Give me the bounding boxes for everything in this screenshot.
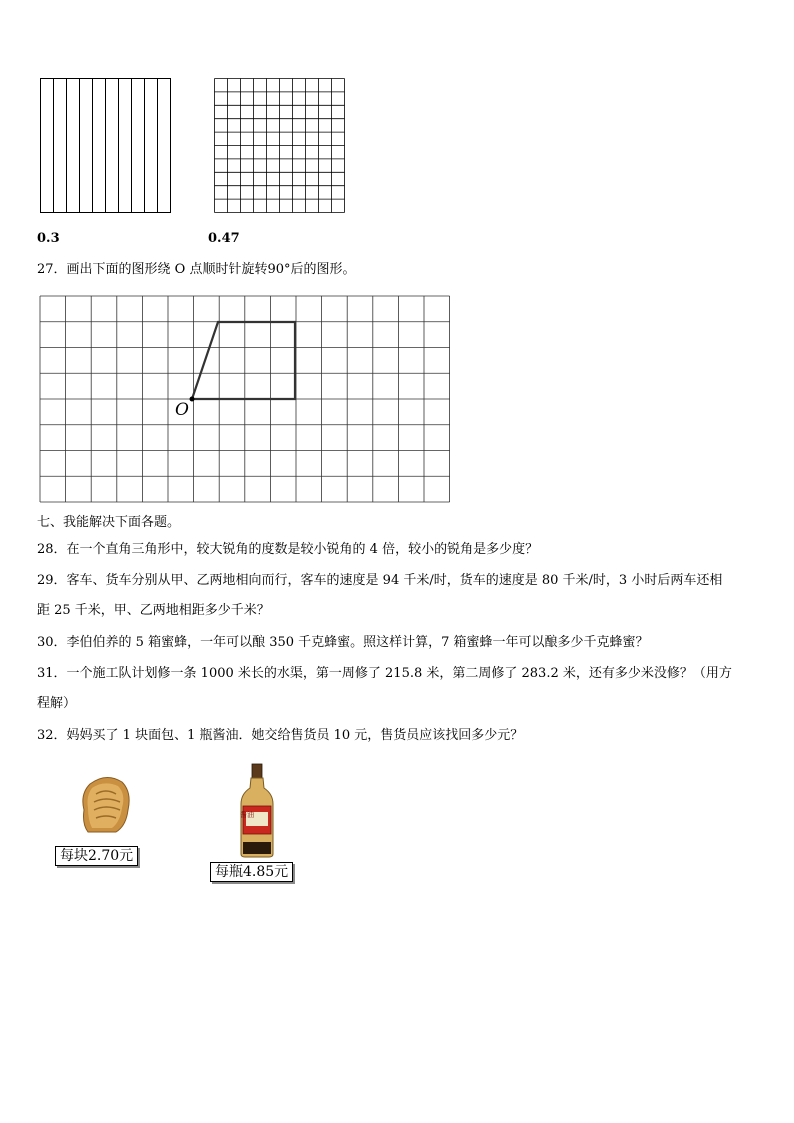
point-o bbox=[190, 397, 195, 402]
bread-price-label: 每块2.70元 bbox=[55, 846, 138, 866]
question-29-line1: 29．客车、货车分别从甲、乙两地相向而行，客车的速度是 94 千米/时，货车的速度是 80 千米/时，3 小时后两车还相 bbox=[37, 573, 723, 588]
question-28: 28．在一个直角三角形中，较大锐角的度数是较小锐角的 4 倍，较小的锐角是多少度？ bbox=[37, 542, 539, 557]
tenths-strip-figure bbox=[40, 78, 172, 214]
soy-price-label: 每瓶4.85元 bbox=[210, 862, 293, 882]
section-7-title: 七、我能解决下面各题。 bbox=[37, 515, 181, 530]
question-32: 32．妈妈买了 1 块面包、1 瓶酱油．她交给售货员 10 元，售货员应该找回多少元？ bbox=[37, 728, 524, 743]
rotation-grid bbox=[39, 295, 449, 503]
question-27: 27．画出下面的图形绕 O 点顺时针旋转90°后的图形。 bbox=[37, 262, 356, 277]
question-31-line1: 31．一个施工队计划修一条 1000 米长的水渠，第一周修了 215.8 米，第二周修了 283.2 米，还有多少米没修？（用方 bbox=[37, 666, 732, 681]
question-31-line2: 程解） bbox=[37, 696, 77, 711]
bread-image bbox=[76, 774, 136, 836]
hundredths-grid-figure bbox=[214, 78, 346, 214]
soy-sauce-bottle-image bbox=[237, 762, 277, 858]
grid-label: 0.47 bbox=[208, 231, 240, 246]
trapezoid-shape bbox=[192, 322, 295, 399]
bottle-label-text: 酱油 bbox=[240, 811, 254, 819]
strip-label: 0.3 bbox=[37, 231, 60, 246]
question-29-line2: 距 25 千米，甲、乙两地相距多少千米？ bbox=[37, 603, 270, 618]
point-o-label: O bbox=[175, 400, 189, 420]
question-30: 30．李伯伯养的 5 箱蜜蜂，一年可以酿 350 千克蜂蜜。照这样计算，7 箱蜜蜂一年可以酿多少千克蜂蜜？ bbox=[37, 635, 649, 650]
